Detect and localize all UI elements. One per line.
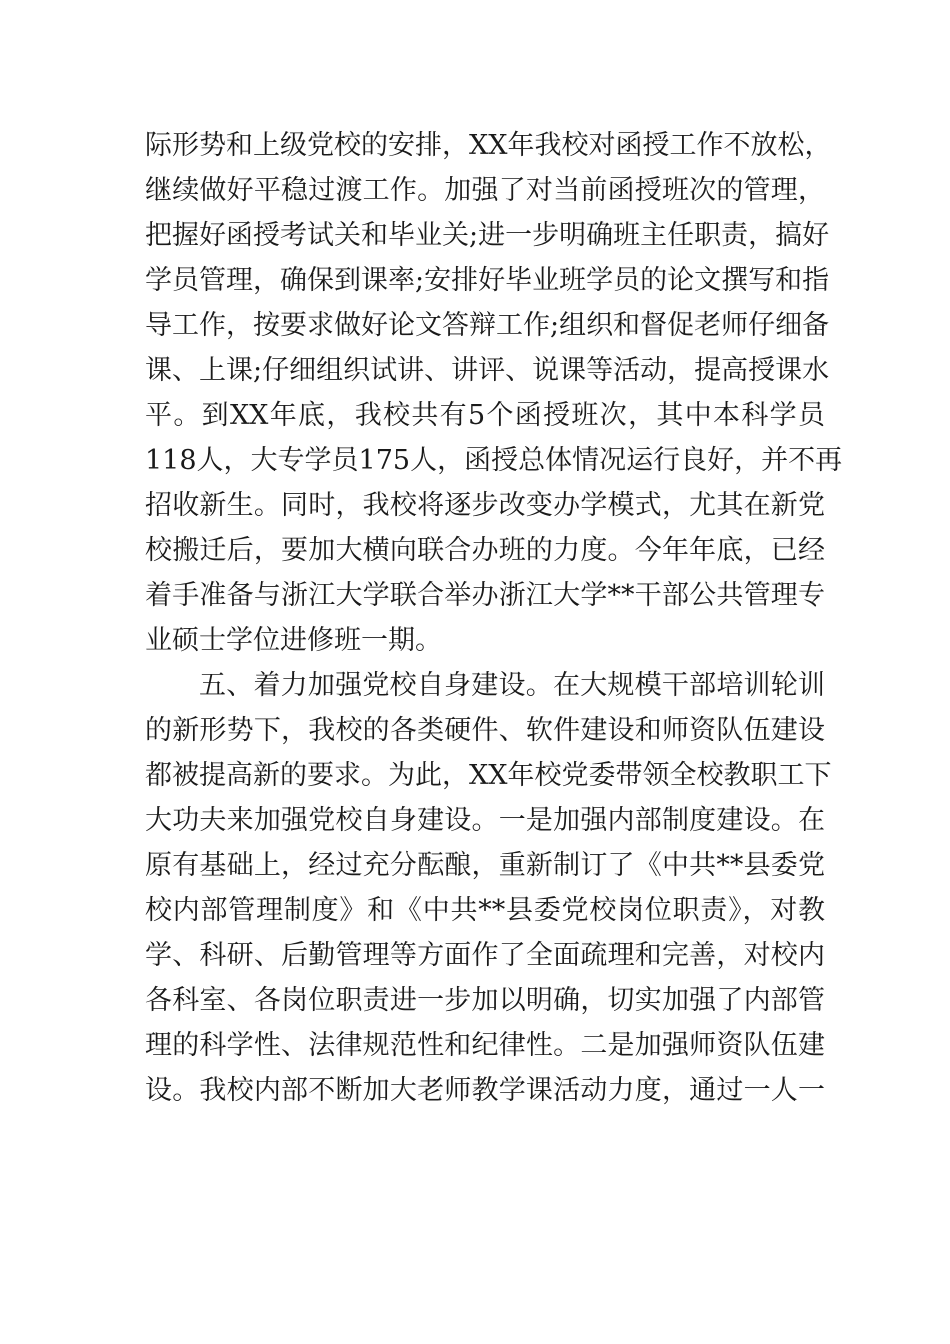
- text-line: 理的科学性、法律规范性和纪律性。二是加强师资队伍建: [145, 1030, 825, 1061]
- text-line: 际形势和上级党校的安排，XX年我校对函授工作不放松，: [145, 130, 832, 161]
- text-line: 118人，大专学员175人，函授总体情况运行良好，并不再: [145, 445, 843, 476]
- text-line: 都被提高新的要求。为此，XX年校党委带领全校教职工下: [145, 760, 832, 791]
- text-line: 继续做好平稳过渡工作。加强了对当前函授班次的管理，: [145, 175, 825, 206]
- text-line: 业硕士学位进修班一期。: [145, 625, 442, 656]
- text-line: 各科室、各岗位职责进一步加以明确，切实加强了内部管: [145, 985, 825, 1016]
- text-line: 校内部管理制度》和《中共**县委党校岗位职责》，对教: [145, 895, 825, 926]
- text-line: 学员管理，确保到课率;安排好毕业班学员的论文撰写和指: [145, 265, 830, 296]
- document-body: [145, 123, 843, 1113]
- text-line: 的新形势下，我校的各类硬件、软件建设和师资队伍建设: [145, 715, 825, 746]
- text-line: 平。到XX年底，我校共有5个函授班次，其中本科学员: [145, 400, 825, 431]
- text-line: 把握好函授考试关和毕业关;进一步明确班主任职责，搞好: [145, 220, 830, 251]
- paragraph-self-construction: [145, 663, 832, 1113]
- text-line: 导工作，按要求做好论文答辩工作;组织和督促老师仔细备: [145, 310, 830, 341]
- text-line: 原有基础上，经过充分酝酿，重新制订了《中共**县委党: [145, 850, 825, 881]
- paragraph-distance-education: [145, 123, 843, 663]
- text-line: 大功夫来加强党校自身建设。一是加强内部制度建设。在: [145, 805, 825, 836]
- text-line: 课、上课;仔细组织试讲、讲评、说课等活动，提高授课水: [145, 355, 830, 386]
- text-line: 招收新生。同时，我校将逐步改变办学模式，尤其在新党: [145, 490, 825, 521]
- text-line: 着手准备与浙江大学联合举办浙江大学**干部公共管理专: [145, 580, 825, 611]
- text-line: 设。我校内部不断加大老师教学课活动力度，通过一人一: [145, 1075, 825, 1106]
- text-line: 校搬迁后，要加大横向联合办班的力度。今年年底，已经: [145, 535, 825, 566]
- text-line: 五、着力加强党校自身建设。在大规模干部培训轮训: [199, 670, 825, 701]
- text-line: 学、科研、后勤管理等方面作了全面疏理和完善，对校内: [145, 940, 825, 971]
